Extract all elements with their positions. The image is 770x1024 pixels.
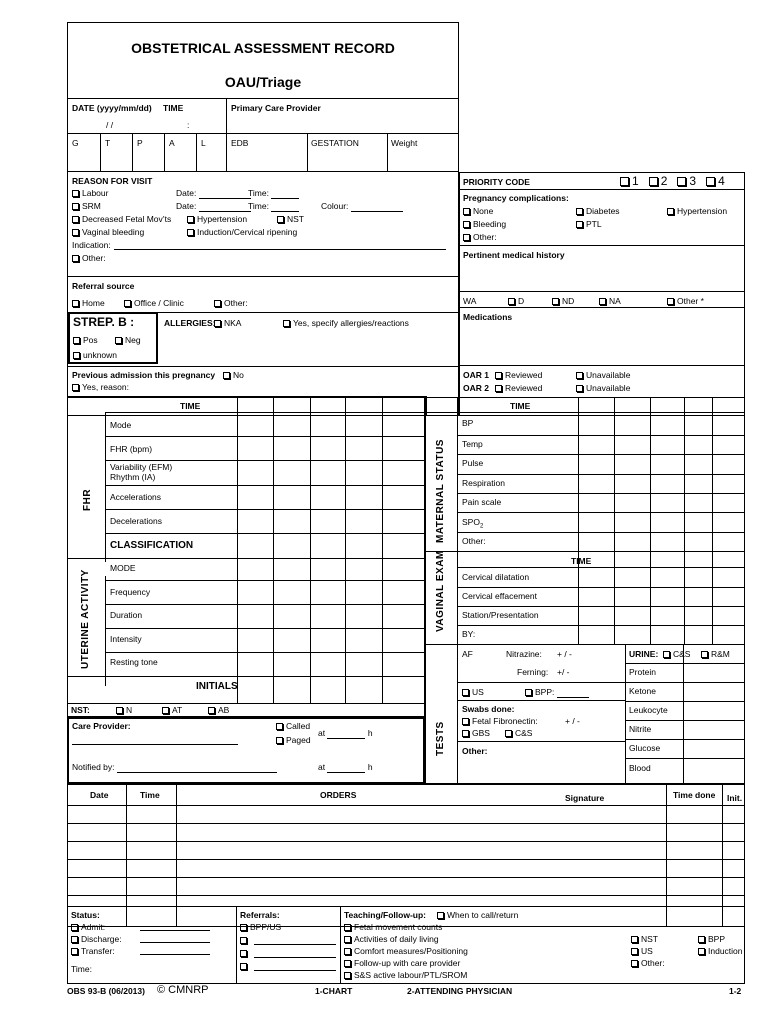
urine-blood-label: Blood xyxy=(629,763,651,773)
called-checkbox[interactable]: Called xyxy=(276,720,310,732)
gestation-label: GESTATION xyxy=(311,138,359,148)
previous-yes-checkbox[interactable]: Yes, reason: xyxy=(72,381,129,393)
fhr-mode-label: Mode xyxy=(110,420,132,430)
order-row-line xyxy=(68,841,744,842)
priority-4-checkbox[interactable]: 4 xyxy=(706,174,725,188)
previous-admission-label: Previous admission this pregnancy xyxy=(72,370,216,380)
teaching-other-checkbox[interactable]: Other: xyxy=(631,957,665,969)
form-title: OBSTETRICAL ASSESSMENT RECORD xyxy=(131,40,395,56)
oar1-label: OAR 1 xyxy=(463,370,489,380)
priority-1-checkbox[interactable]: 1 xyxy=(620,174,639,188)
teaching-comfort-checkbox[interactable]: Comfort measures/Positioning xyxy=(344,945,468,957)
wa-na-checkbox[interactable]: NA xyxy=(599,295,621,307)
by-label: BY: xyxy=(462,629,476,639)
wa-other-checkbox[interactable]: Other * xyxy=(667,295,704,307)
priority-2-checkbox[interactable]: 2 xyxy=(649,174,668,188)
grid-line xyxy=(310,398,311,703)
referral-bpp-checkbox[interactable]: BPP/US xyxy=(240,921,281,933)
footer-attending: 2-ATTENDING PHYSICIAN xyxy=(407,986,513,996)
teaching-when-checkbox[interactable]: When to call/return xyxy=(437,909,518,921)
teaching-induction-checkbox[interactable]: Induction xyxy=(698,945,743,957)
fhr-variability-label: Variability (EFM) xyxy=(110,462,173,472)
ferning-label: Ferning: xyxy=(517,667,549,677)
nst-ab-checkbox[interactable]: AB xyxy=(208,704,229,716)
allergies-nka-checkbox[interactable]: NKA xyxy=(214,317,241,329)
right-upper-section xyxy=(459,172,745,416)
status-transfer-checkbox[interactable]: Transfer: xyxy=(71,945,115,957)
teaching-fetal-movement-checkbox[interactable]: Fetal movement counts xyxy=(344,921,442,933)
uterine-frequency-label: Frequency xyxy=(110,587,151,597)
time-label: TIME xyxy=(163,103,184,113)
referral-blank-2-checkbox[interactable] xyxy=(240,947,250,959)
nst-row xyxy=(67,704,425,717)
swab-cs-checkbox[interactable]: C&S xyxy=(505,727,532,739)
urine-ketone-label: Ketone xyxy=(629,686,656,696)
orders-time-done-header: Time done xyxy=(673,790,716,800)
copyright: © CMNRP xyxy=(157,984,209,996)
temp-label: Temp xyxy=(462,439,483,449)
status-discharge-checkbox[interactable]: Discharge: xyxy=(71,933,122,945)
grid-line xyxy=(382,398,383,703)
station-presentation-label: Station/Presentation xyxy=(462,610,539,620)
vaginal-bleeding-checkbox[interactable]: Vaginal bleeding xyxy=(72,226,144,238)
cervical-effacement-label: Cervical effacement xyxy=(462,591,537,601)
cervical-dilatation-label: Cervical dilatation xyxy=(462,572,530,582)
fhr-accelerations-label: Accelerations xyxy=(110,492,162,502)
respiration-label: Respiration xyxy=(462,478,505,488)
referral-home-checkbox[interactable]: Home xyxy=(72,297,105,309)
teaching-nst-checkbox[interactable]: NST xyxy=(631,933,658,945)
colour-label: Colour: xyxy=(321,201,349,211)
orders-init-header: Init. xyxy=(727,793,743,803)
reason-other-checkbox[interactable]: Other: xyxy=(72,252,106,264)
time-field[interactable]: : xyxy=(187,120,190,130)
strep-unknown-checkbox[interactable]: unknown xyxy=(73,349,117,361)
grid-line xyxy=(237,398,238,703)
urine-cs-checkbox[interactable]: C&S xyxy=(663,648,690,660)
fhr-time-header: TIME xyxy=(180,401,201,411)
referral-title: Referral source xyxy=(72,281,135,291)
allergies-yes-checkbox[interactable]: Yes, specify allergies/reactions xyxy=(283,317,409,329)
nst-at-checkbox[interactable]: AT xyxy=(162,704,182,716)
order-row-line xyxy=(68,877,744,878)
status-admit-checkbox[interactable]: Admit: xyxy=(71,921,105,933)
orders-signature-header: Signature xyxy=(565,793,605,803)
weight-label: Weight xyxy=(391,138,418,148)
initials-label: INITIALS xyxy=(196,681,238,692)
right-assessment-grid xyxy=(425,397,745,784)
wa-d-checkbox[interactable]: D xyxy=(508,295,524,307)
abortus-label: A xyxy=(169,138,175,148)
reason-title: REASON FOR VISIT xyxy=(72,176,153,186)
obstetrical-assessment-form xyxy=(67,22,745,994)
complication-ptl-checkbox[interactable]: PTL xyxy=(576,218,602,230)
paged-checkbox[interactable]: Paged xyxy=(276,734,311,746)
orders-date-header: Date xyxy=(90,790,109,800)
wa-label: WA xyxy=(463,296,477,306)
priority-codes xyxy=(620,174,725,188)
teaching-label: Teaching/Follow-up: xyxy=(344,910,426,920)
fhr-decelerations-label: Decelerations xyxy=(110,516,162,526)
complication-none-checkbox[interactable]: None xyxy=(463,205,493,217)
fhr-rhythm-label: Rhythm (IA) xyxy=(110,472,156,482)
srm-checkbox[interactable]: SRM xyxy=(72,200,101,212)
uterine-intensity-label: Intensity xyxy=(110,634,142,644)
uterine-mode-label: MODE xyxy=(110,563,136,573)
teaching-follow-up-checkbox[interactable]: Follow-up with care provider xyxy=(344,957,460,969)
fhr-section-label: FHR xyxy=(82,488,93,511)
complication-bleeding-checkbox[interactable]: Bleeding xyxy=(463,218,506,230)
order-row-line xyxy=(68,895,744,896)
maternal-other-label: Other: xyxy=(462,536,486,546)
complication-diabetes-checkbox[interactable]: Diabetes xyxy=(576,205,620,217)
nitrazine-result[interactable]: + / - xyxy=(557,649,572,659)
ferning-result[interactable]: +/ - xyxy=(557,667,570,677)
indication-label: Indication: xyxy=(72,240,111,250)
fetal-fibronectin-result[interactable]: + / - xyxy=(565,716,580,726)
urine-leukocyte-label: Leukocyte xyxy=(629,705,668,715)
referral-other-checkbox[interactable]: Other: xyxy=(214,297,248,309)
oar1-unavailable-checkbox[interactable]: Unavailable xyxy=(576,369,630,381)
care-provider-label: Care Provider: xyxy=(72,721,131,731)
classification-label: CLASSIFICATION xyxy=(110,540,194,551)
footer-chart: 1-CHART xyxy=(315,986,353,996)
uterine-resting-tone-label: Resting tone xyxy=(110,657,158,667)
gravida-label: G xyxy=(72,138,79,148)
allergies-label: ALLERGIES: xyxy=(164,318,216,328)
teaching-us-checkbox[interactable]: US xyxy=(631,945,653,957)
primary-care-provider-label: Primary Care Provider xyxy=(231,103,321,113)
oar2-label: OAR 2 xyxy=(463,383,489,393)
uterine-section-label: UTERINE ACTIVITY xyxy=(80,569,91,669)
oar1-reviewed-checkbox[interactable]: Reviewed xyxy=(495,369,542,381)
af-label: AF xyxy=(462,649,473,659)
grid-line xyxy=(345,398,346,703)
care-provider-box xyxy=(67,717,425,784)
orders-time-header: Time xyxy=(140,790,160,800)
uterine-duration-label: Duration xyxy=(110,610,143,620)
strep-b-title: STREP. B : xyxy=(73,315,135,329)
complication-hypertension-checkbox[interactable]: Hypertension xyxy=(667,205,727,217)
oar2-reviewed-checkbox[interactable]: Reviewed xyxy=(495,382,542,394)
previous-no-checkbox[interactable]: No xyxy=(223,369,244,381)
maternal-status-label: MATERNAL STATUS xyxy=(435,439,446,543)
gbs-checkbox[interactable]: GBS xyxy=(462,727,490,739)
urine-nitrite-label: Nitrite xyxy=(629,724,652,734)
hypertension-checkbox[interactable]: Hypertension xyxy=(187,213,247,225)
order-row-line xyxy=(68,859,744,860)
left-upper-section xyxy=(67,172,459,416)
vaginal-time-header: TIME xyxy=(571,556,592,566)
order-row-line xyxy=(68,823,744,824)
order-row-line xyxy=(68,805,744,806)
induction-checkbox[interactable]: Induction/Cervical ripening xyxy=(187,226,297,238)
referrals-label: Referrals: xyxy=(240,910,280,920)
srm-date-label: Date: xyxy=(176,201,197,211)
called-h-label: h xyxy=(367,728,373,738)
tests-label: TESTS xyxy=(435,721,446,756)
urine-rm-checkbox[interactable]: R&M xyxy=(701,648,730,660)
term-label: T xyxy=(105,138,111,148)
urine-label: URINE: xyxy=(629,649,659,659)
notified-by-label: Notified by: xyxy=(72,762,115,772)
status-time-label: Time: xyxy=(71,964,92,974)
priority-3-checkbox[interactable]: 3 xyxy=(677,174,696,188)
referral-office-checkbox[interactable]: Office / Clinic xyxy=(124,297,184,309)
maternal-time-header: TIME xyxy=(510,401,531,411)
nitrazine-label: Nitrazine: xyxy=(506,649,542,659)
wa-nd-checkbox[interactable]: ND xyxy=(552,295,574,307)
nst-label: NST: xyxy=(71,705,90,715)
referral-blank-1-checkbox[interactable] xyxy=(240,934,250,946)
srm-time-label: Time: xyxy=(248,201,269,211)
referral-blank-3-checkbox[interactable] xyxy=(240,960,250,972)
living-label: L xyxy=(201,138,206,148)
header-box xyxy=(67,22,459,172)
bp-label: BP xyxy=(462,418,474,428)
teaching-active-labour-checkbox[interactable]: S&S active labour/PTL/SROM xyxy=(344,969,467,981)
footer-page: 1-2 xyxy=(729,986,742,996)
fetal-fibronectin-checkbox[interactable]: Fetal Fibronectin: xyxy=(462,715,538,727)
spo2-label: $SPO_2$ xyxy=(462,517,484,530)
us-checkbox[interactable]: US xyxy=(462,686,484,698)
status-section xyxy=(67,906,745,984)
tests-other-label: Other: xyxy=(462,746,488,756)
footer xyxy=(67,985,745,997)
called-at-label: at xyxy=(318,728,326,738)
urine-protein-label: Protein xyxy=(629,667,656,677)
date-field[interactable]: / / xyxy=(106,120,114,130)
labour-date-label: Date: xyxy=(176,188,197,198)
strep-pos-checkbox[interactable]: Pos xyxy=(73,334,98,346)
fetal-movement-checkbox[interactable]: Decreased Fetal Mov’ts xyxy=(72,213,171,225)
notified-at-label: at xyxy=(318,762,326,772)
labour-time-label: Time: xyxy=(248,188,269,198)
form-subtitle: OAU/Triage xyxy=(224,74,302,90)
pain-scale-label: Pain scale xyxy=(462,497,502,507)
status-label: Status: xyxy=(71,910,100,920)
labour-checkbox[interactable]: Labour xyxy=(72,187,108,199)
oar2-unavailable-checkbox[interactable]: Unavailable xyxy=(576,382,630,394)
fhr-bpm-label: FHR (bpm) xyxy=(110,444,153,454)
preterm-label: P xyxy=(137,138,143,148)
teaching-bpp-checkbox[interactable]: BPP xyxy=(698,933,725,945)
nst-reason-checkbox[interactable]: NST xyxy=(277,213,304,225)
edb-label: EDB xyxy=(231,138,249,148)
orders-orders-header: ORDERS xyxy=(320,790,357,800)
strep-b-box xyxy=(68,312,158,364)
priority-code-label: PRIORITY CODE xyxy=(463,177,530,187)
complication-other-checkbox[interactable]: Other: xyxy=(463,231,497,243)
swabs-done-label: Swabs done: xyxy=(462,704,515,714)
teaching-activities-checkbox[interactable]: Activities of daily living xyxy=(344,933,439,945)
pulse-label: Pulse xyxy=(462,458,484,468)
urine-glucose-label: Glucose xyxy=(629,743,661,753)
grid-line xyxy=(273,398,274,703)
spo2-subscript: 2 xyxy=(479,523,484,530)
fhr-uterine-grid xyxy=(67,397,425,704)
date-label: DATE (yyyy/mm/dd) xyxy=(72,103,152,113)
vaginal-exam-label: VAGINAL EXAM xyxy=(435,550,446,632)
medications-label: Medications xyxy=(463,312,513,322)
nst-n-checkbox[interactable]: N xyxy=(116,704,132,716)
medical-history-label: Pertinent medical history xyxy=(463,250,565,260)
notified-h-label: h xyxy=(367,762,373,772)
pregnancy-complications-label: Pregnancy complications: xyxy=(463,193,569,203)
bpp-checkbox[interactable]: BPP: xyxy=(525,687,554,697)
form-code: OBS 93-B (06/2013) xyxy=(67,986,145,996)
strep-neg-checkbox[interactable]: Neg xyxy=(115,334,141,346)
